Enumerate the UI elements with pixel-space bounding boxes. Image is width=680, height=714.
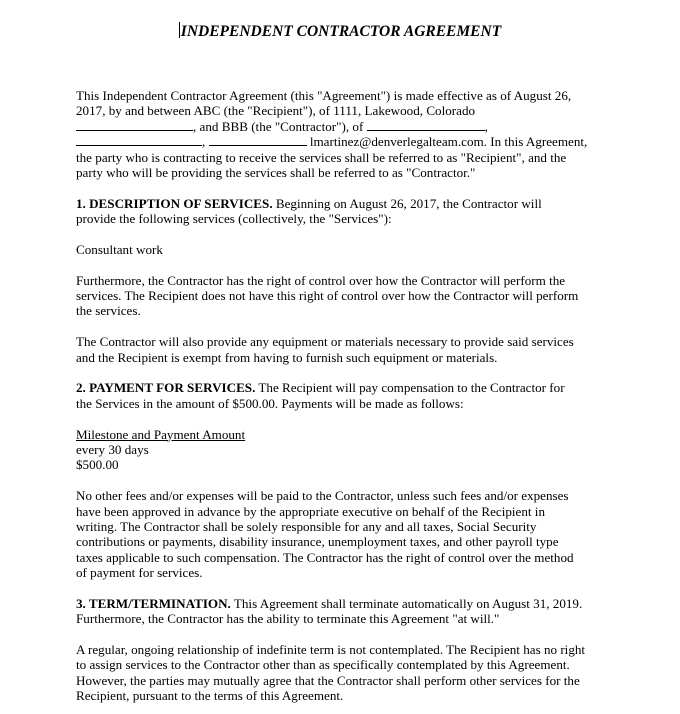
intro-line: 2017, by and between ABC (the "Recipient"), of 1111, Lakewood, Colorado [76,103,476,119]
blank-line [76,119,193,131]
section1-line [76,196,616,211]
section3-line [76,596,616,611]
intro-line: This Independent Contractor Agreement (this "Agreement") is made effective as of August 26, [76,88,572,103]
section1-heading: 1. DESCRIPTION OF SERVICES. [76,195,273,211]
intro-text: lmartinez@denverlegalteam.com. In this Agreement, [309,134,588,150]
section1-line: and the Recipient is exempt from having to furnish such equipment or materials. [76,349,498,365]
intro-text: , [484,118,488,134]
section2-line [76,380,616,395]
section1-line: The Contractor will also provide any equipment or materials necessary to provide said services [76,334,574,350]
section2-heading: 2. PAYMENT FOR SERVICES. [76,380,256,396]
blank-line [76,134,202,146]
intro-line [76,134,616,149]
section2-line: have been approved in advance by the appropriate executive on behalf of the Recipient in [76,503,545,519]
section3-line: A regular, ongoing relationship of indefinite term is not contemplated. The Recipient has no right [76,642,586,658]
payment-table-header: Milestone and Payment Amount [76,426,246,442]
intro-text: , and BBB (the "Contractor"), of [193,118,364,134]
section2-line: writing. The Contractor shall be solely responsible for any and all taxes, Social Security [76,518,537,534]
intro-line: the party who is contracting to receive the services shall be referred to as "Recipient", and the [76,149,567,165]
section2-line: taxes applicable to such compensation. The Contractor has the right of control over the method [76,549,574,565]
section3-line: However, the parties may mutually agree that the Contractor shall perform other services for the [76,672,580,688]
blank-line [209,134,307,146]
intro-text: , [202,134,206,150]
section3-line: to assign services to the Contractor other than as specifically contemplated by this Agreement. [76,657,570,673]
document-body [76,88,616,704]
section3-line: Recipient, pursuant to the terms of this Agreement. [76,688,344,704]
section2-line: the Services in the amount of $500.00. Payments will be made as follows: [76,395,464,411]
intro-line: party who will be providing the services shall be referred to as "Contractor." [76,164,476,180]
section2-line: of payment for services. [76,565,203,581]
payment-amount: $500.00 [76,457,119,473]
section1-line: Furthermore, the Contractor has the right of control over how the Contractor will perform the [76,272,566,288]
document-title [0,22,680,41]
section2-text: The Recipient will pay compensation to the Contractor for [255,380,565,396]
section3-heading: 3. TERM/TERMINATION. [76,595,231,611]
blank-line [367,119,485,131]
service-description: Consultant work [76,241,163,257]
section1-line: services. The Recipient does not have this right of control over how the Contractor will perform [76,288,579,304]
section1-line: the services. [76,303,141,319]
section2-line: contributions or payments, disability insurance, unemployment taxes, and other payroll type [76,534,559,550]
section3-text: This Agreement shall terminate automatically on August 31, 2019. [230,595,583,611]
section1-line: provide the following services (collectively, the "Services"): [76,211,392,227]
payment-milestone: every 30 days [76,441,149,457]
title-text: INDEPENDENT CONTRACTOR AGREEMENT [180,23,502,40]
section2-line: No other fees and/or expenses will be paid to the Contractor, unless such fees and/or expenses [76,488,569,504]
section3-line: Furthermore, the Contractor has the ability to terminate this Agreement "at will." [76,611,500,627]
section1-text: Beginning on August 26, 2017, the Contractor will [272,195,542,211]
intro-line [76,119,616,134]
text-cursor [179,22,180,38]
